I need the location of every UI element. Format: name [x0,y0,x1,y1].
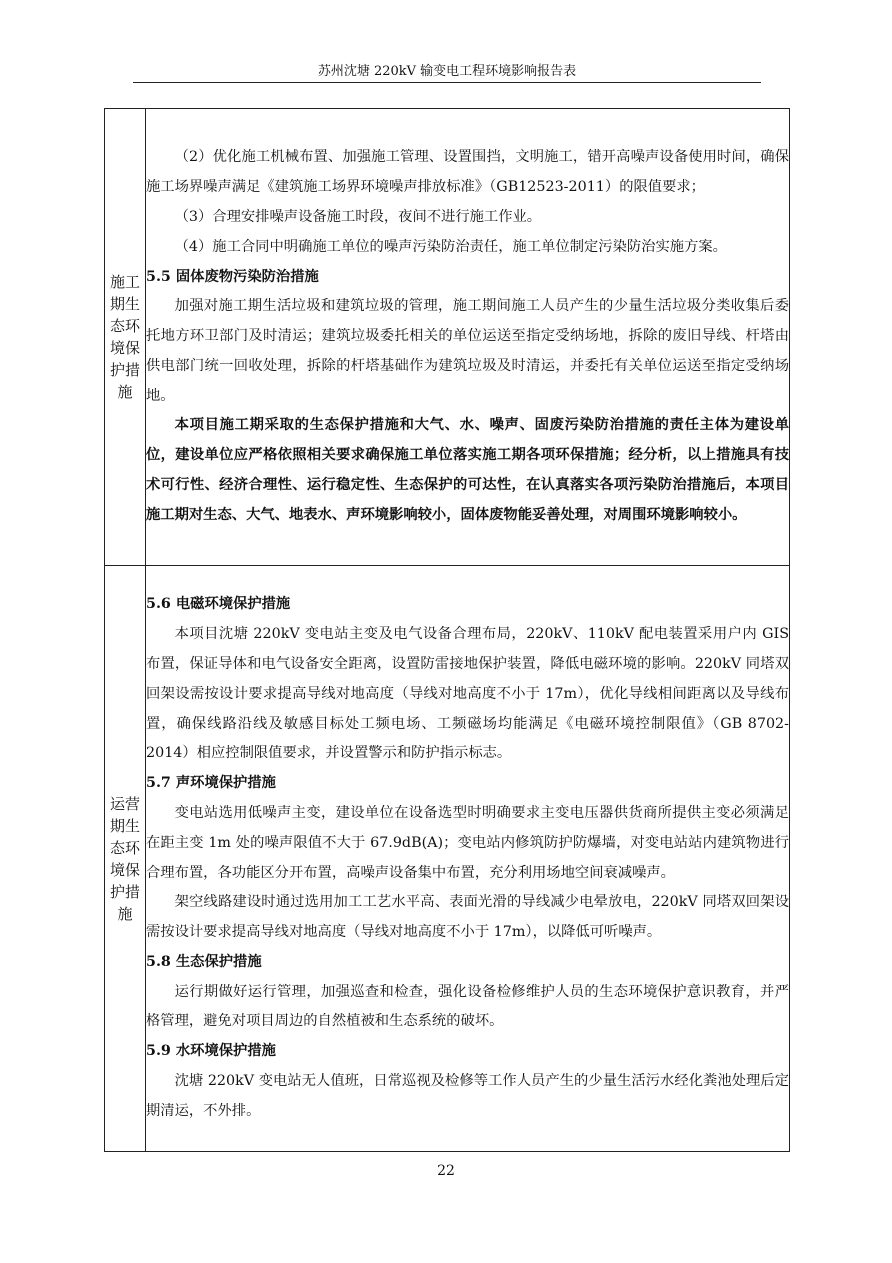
construction-label-cell [105,109,146,566]
operation-content-cell [146,566,790,1152]
operation-row [105,566,790,1152]
section-heading: 5.8 生态保护措施 [146,953,262,970]
section-heading: 5.5 固体废物污染防治措施 [146,268,319,285]
paragraph: 架空线路建设时通过选用加工工艺水平高、表面光滑的导线减少电晕放电，220kV 同塔双回架设需按设计要求提高导线对地高度（导线对地高度不小于 17m），以降低可听噪声。 [146,894,789,941]
label-line: 期生 [109,816,140,835]
label-line: 境保 [109,860,140,879]
label-line: 护措 [109,882,140,901]
label-line: 期生 [109,295,140,313]
page-header: 苏州沈塘 220kV 输变电工程环境影响报告表 [317,64,577,79]
section-heading: 5.6 电磁环境保护措施 [146,596,291,613]
section-heading: 5.9 水环境保护措施 [146,1043,276,1060]
paragraph: （3）合理安排噪声设备施工时段，夜间不进行施工作业。 [174,208,542,225]
paragraph: 本项目沈塘 220kV 变电站主变及电气设备合理布局，220kV、110kV 配电装置采用户内 GIS 布置，保证导体和电气设备安全距离，设置防雷接地保护装置，降低电磁环境的影响。220kV 同塔双回架设需按设计要求提高导线对地高度（导线对地高度不小于 17m），优化导线相间距离以及导线布置，确保线路沿线及敏感目标处工频电场、工频磁场均能满足《电磁环境控制限值》（GB 8702-2014）相应控制限值要求，并设置警示和防护指示标志。 [146,626,789,762]
label-line: 施工 [109,273,140,291]
label-line: 施 [117,383,133,401]
label-line: 施 [117,904,133,923]
operation-label-cell [105,566,146,1152]
label-line: 运营 [109,794,140,813]
label-line: 态环 [109,317,140,335]
label-line: 态环 [109,838,140,857]
paragraph: 沈塘 220kV 变电站无人值班，日常巡视及检修等工作人员产生的少量生活污水经化粪池处理后定期清运，不外排。 [146,1073,789,1119]
construction-row [105,109,790,566]
page-number: 22 [437,1163,455,1179]
measures-table [104,108,790,1152]
section-heading: 5.7 声环境保护措施 [146,775,276,792]
paragraph: 变电站选用低噪声主变，建设单位在设备选型时明确要求主变电压器供货商所提供主变必须满足在距主变 1m 处的噪声限值不大于 67.9dB(A)；变电站内修筑防护防爆墙，对变电站站内建筑物进行合理布置，各功能区分开布置，高噪声设备集中布置，充分利用场地空间衰减噪声。 [146,804,789,881]
construction-content-cell [146,109,790,566]
paragraph: （2）优化施工机械布置、加强施工管理、设置围挡，文明施工，错开高噪声设备使用时间，确保施工场界噪声满足《建筑施工场界环境噪声排放标准》（GB12523-2011）的限值要求； [146,149,789,196]
paragraph: 运行期做好运行管理，加强巡查和检查，强化设备检修维护人员的生态环境保护意识教育，并严格管理，避免对项目周边的自然植被和生态系统的破坏。 [146,983,789,1030]
label-line: 境保 [109,339,140,357]
paragraph: 加强对施工期生活垃圾和建筑垃圾的管理，施工期间施工人员产生的少量生活垃圾分类收集后委托地方环卫部门及时清运；建筑垃圾委托相关的单位运送至指定受纳场地，拆除的废旧导线、杆塔由供电部门统一回收处理，拆除的杆塔基础作为建筑垃圾及时清运，并委托有关单位运送至指定受纳场地。 [146,298,789,404]
conclusion-paragraph: 本项目施工期采取的生态保护措施和大气、水、噪声、固废污染防治措施的责任主体为建设单位，建设单位应严格依照相关要求确保施工单位落实施工期各项环保措施；经分析，以上措施具有技术可行性、经济合理性、运行稳定性、生态保护的可达性，在认真落实各项污染防治措施后，本项目施工期对生态、大气、地表水、声环境影响较小，固体废物能妥善处理，对周围环境影响较小。 [146,417,789,523]
header-rule [133,82,761,83]
label-line: 护措 [109,361,140,379]
paragraph: （4）施工合同中明确施工单位的噪声污染防治责任，施工单位制定污染防治实施方案。 [174,238,727,255]
